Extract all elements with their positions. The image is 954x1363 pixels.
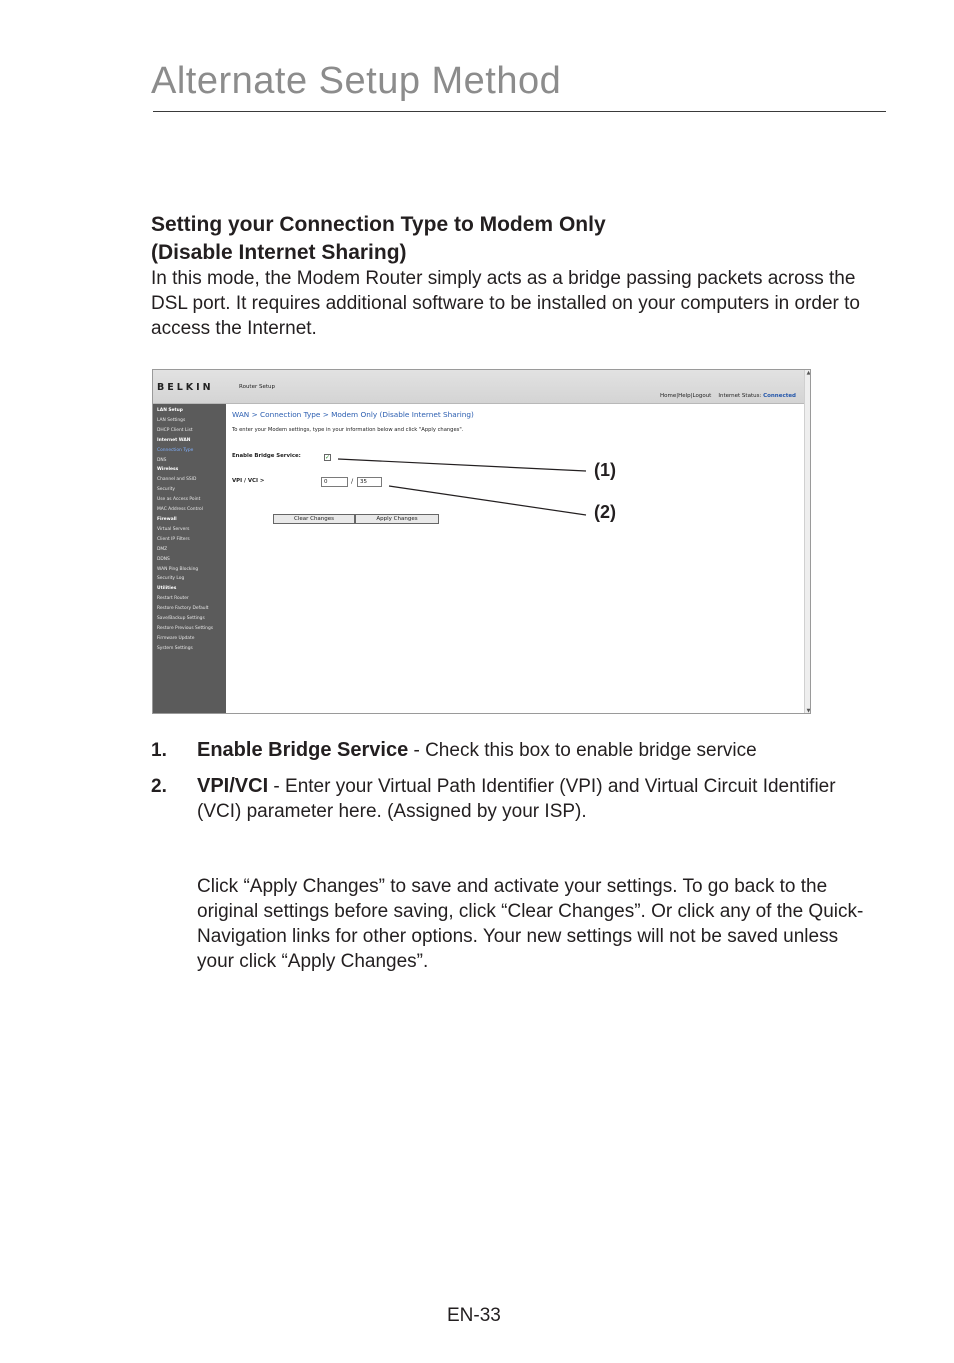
sidebar-section-header[interactable]: Internet WAN <box>157 437 191 443</box>
sidebar-item[interactable]: DMZ <box>157 546 168 552</box>
sidebar-item[interactable]: Restore Previous Settings <box>157 625 214 631</box>
section-heading-line-2: (Disable Internet Sharing) <box>151 241 407 264</box>
top-links <box>660 393 796 399</box>
router-instruction: To enter your Modem settings, type in your information below and click "Apply changes". <box>232 427 464 433</box>
closing-paragraph: Click “Apply Changes” to save and activate your settings. To go back to the original settings before saving, click “Clear Changes”. Or click any of the Quick-Navigation links for other options. Your new settings will not be saved unless your click “Apply Changes”. <box>197 876 864 972</box>
section-heading-line-1: Setting your Connection Type to Modem Only <box>151 213 606 236</box>
belkin-logo: BELKIN <box>157 382 214 393</box>
internet-status-label: Internet Status: <box>718 393 762 399</box>
title-divider <box>153 111 886 112</box>
sidebar-item[interactable]: Restart Router <box>157 596 189 602</box>
bridge-service-checkbox[interactable] <box>324 454 331 461</box>
list-item <box>151 738 871 763</box>
sidebar-section-header[interactable]: Firewall <box>157 516 177 522</box>
item-number: 1. <box>151 740 167 761</box>
bridge-service-label: Enable Bridge Service: <box>232 453 301 459</box>
home-help-logout-links[interactable]: Home|Help|Logout <box>660 393 712 399</box>
clear-changes-button[interactable]: Clear Changes <box>273 514 355 524</box>
item-number: 2. <box>151 776 167 797</box>
sidebar-item[interactable]: Client IP Filters <box>157 536 190 542</box>
page-title: Alternate Setup Method <box>151 60 562 102</box>
item-term: Enable Bridge Service <box>197 739 409 761</box>
vpi-input[interactable]: 0 <box>321 477 348 487</box>
router-header <box>153 370 804 404</box>
sidebar-item[interactable]: LAN Settings <box>157 417 186 423</box>
scroll-down-icon[interactable]: ▼ <box>806 708 811 714</box>
sidebar-item[interactable]: System Settings <box>157 645 193 651</box>
apply-changes-button[interactable]: Apply Changes <box>355 514 439 524</box>
sidebar-item[interactable]: Channel and SSID <box>157 477 197 483</box>
item-body <box>197 738 871 763</box>
vci-input[interactable]: 35 <box>357 477 382 487</box>
internet-status-value: Connected <box>763 393 796 399</box>
callout-label-1: (1) <box>594 460 616 480</box>
section-heading <box>151 211 606 267</box>
intro-paragraph: In this mode, the Modem Router simply acts as a bridge passing packets across the DSL port. It requires additional software to be installed on your computers in order to access the Internet. <box>151 268 861 339</box>
sidebar-item[interactable]: DHCP Client List <box>157 427 193 433</box>
item-term: VPI/VCI <box>197 775 269 797</box>
sidebar-item[interactable]: DNS <box>157 457 167 463</box>
sidebar-item[interactable]: Restore Factory Default <box>157 606 209 612</box>
sidebar-item[interactable]: Security Log <box>157 576 185 582</box>
router-sidebar-nav <box>153 404 226 714</box>
check-icon: ✓ <box>325 454 331 461</box>
sidebar-item[interactable]: MAC Address Control <box>157 507 203 513</box>
screenshot-scrollbar[interactable] <box>804 370 811 714</box>
item-text: - Check this box to enable bridge service <box>408 740 757 761</box>
sidebar-item[interactable]: Security <box>157 487 176 493</box>
page-number: EN-33 <box>447 1305 501 1326</box>
router-breadcrumb: WAN > Connection Type > Modem Only (Disable Internet Sharing) <box>232 410 474 419</box>
sidebar-item[interactable]: Save/Backup Settings <box>157 616 205 622</box>
item-text: - Enter your Virtual Path Identifier (VPI) and Virtual Circuit Identifier (VCI) parameter here. (Assigned by your ISP). <box>197 776 836 822</box>
item-body <box>197 774 871 824</box>
sidebar-section-header[interactable]: Utilities <box>157 586 177 592</box>
router-setup-label: Router Setup <box>239 384 275 390</box>
scroll-up-icon[interactable]: ▲ <box>806 370 811 376</box>
sidebar-item[interactable]: WAN Ping Blocking <box>157 566 199 572</box>
sidebar-section-header[interactable]: LAN Setup <box>157 408 183 413</box>
sidebar-item[interactable]: Virtual Servers <box>157 526 190 532</box>
vpi-vci-separator: / <box>351 477 354 485</box>
sidebar-section-header[interactable]: Wireless <box>157 467 179 473</box>
vpi-vci-label: VPI / VCI > <box>232 478 265 484</box>
sidebar-item[interactable]: Firmware Update <box>157 635 195 641</box>
sidebar-item[interactable]: DDNS <box>157 556 170 562</box>
router-ui-screenshot <box>152 369 811 714</box>
sidebar-item[interactable]: Use as Access Point <box>157 497 201 503</box>
sidebar-item[interactable]: Connection Type <box>157 447 194 453</box>
callout-label-2: (2) <box>594 502 616 522</box>
list-item <box>151 774 871 824</box>
